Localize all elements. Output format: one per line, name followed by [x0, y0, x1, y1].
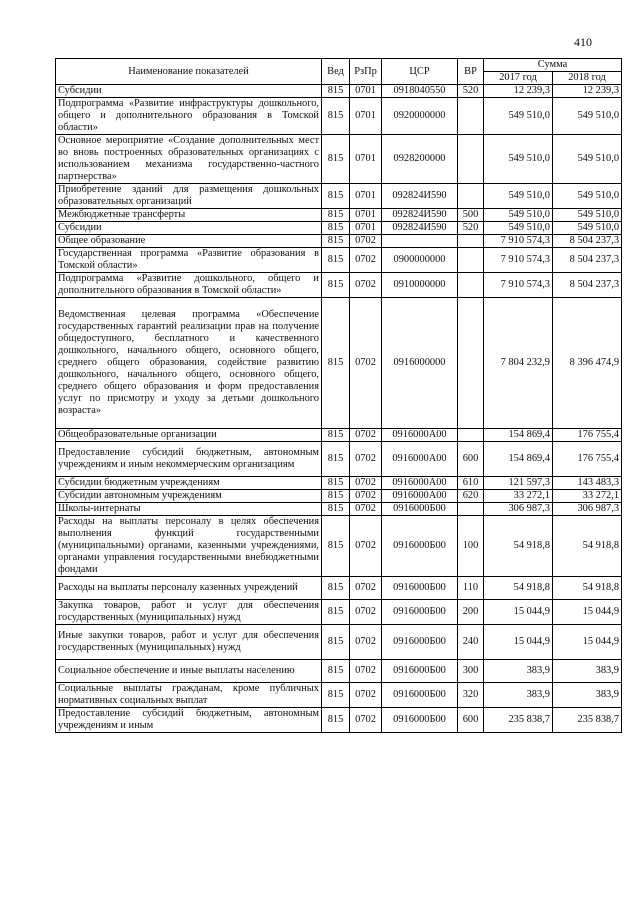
row-sum-2017-cell: 383,9	[484, 660, 553, 683]
row-rzpr-cell: 0702	[350, 490, 382, 503]
row-sum-2018-cell: 8 504 237,3	[553, 273, 622, 298]
table-row	[56, 135, 622, 184]
row-ved-cell: 815	[322, 660, 350, 683]
table-row	[56, 477, 622, 490]
header-year-2017: 2017 год	[484, 72, 553, 85]
row-csr-cell: 0916000Б00	[382, 683, 458, 708]
row-ved-cell: 815	[322, 490, 350, 503]
table-row	[56, 600, 622, 625]
row-sum-2017-cell: 7 910 574,3	[484, 273, 553, 298]
row-csr-cell: 0916000А00	[382, 442, 458, 477]
row-csr-cell: 0916000000	[382, 298, 458, 429]
row-csr-cell: 0916000А00	[382, 490, 458, 503]
row-rzpr-cell: 0702	[350, 625, 382, 660]
row-sum-2018-cell: 176 755,4	[553, 429, 622, 442]
table-row	[56, 708, 622, 733]
table-row	[56, 235, 622, 248]
row-rzpr-cell: 0701	[350, 184, 382, 209]
row-vr-cell	[458, 273, 484, 298]
row-name-cell: Подпрограмма «Развитие инфраструктуры дошкольного, общего и дополнительного образования в Томской области»	[56, 98, 322, 135]
row-rzpr-cell: 0702	[350, 503, 382, 516]
row-rzpr-cell: 0702	[350, 298, 382, 429]
row-csr-cell: 0920000000	[382, 98, 458, 135]
row-ved-cell: 815	[322, 503, 350, 516]
header-rzpr: РзПр	[350, 59, 382, 85]
row-name-cell: Государственная программа «Развитие образования в Томской области»	[56, 248, 322, 273]
row-rzpr-cell: 0701	[350, 135, 382, 184]
table-row	[56, 273, 622, 298]
table-row	[56, 222, 622, 235]
row-vr-cell: 300	[458, 660, 484, 683]
row-sum-2017-cell: 7 804 232,9	[484, 298, 553, 429]
row-sum-2017-cell: 235 838,7	[484, 708, 553, 733]
row-rzpr-cell: 0702	[350, 516, 382, 577]
row-name-cell: Общеобразовательные организации	[56, 429, 322, 442]
row-sum-2017-cell: 306 987,3	[484, 503, 553, 516]
row-sum-2018-cell: 33 272,1	[553, 490, 622, 503]
row-vr-cell: 600	[458, 442, 484, 477]
row-vr-cell: 100	[458, 516, 484, 577]
row-ved-cell: 815	[322, 708, 350, 733]
row-name-cell: Предоставление субсидий бюджетным, автономным учреждениям и иным	[56, 708, 322, 733]
row-sum-2018-cell: 15 044,9	[553, 600, 622, 625]
row-vr-cell	[458, 98, 484, 135]
row-sum-2018-cell: 54 918,8	[553, 516, 622, 577]
row-sum-2017-cell: 7 910 574,3	[484, 248, 553, 273]
row-vr-cell	[458, 235, 484, 248]
row-rzpr-cell: 0702	[350, 442, 382, 477]
row-vr-cell: 320	[458, 683, 484, 708]
row-ved-cell: 815	[322, 577, 350, 600]
row-rzpr-cell: 0702	[350, 577, 382, 600]
row-name-cell: Расходы на выплаты персоналу казенных учреждений	[56, 577, 322, 600]
row-sum-2017-cell: 54 918,8	[484, 577, 553, 600]
table-header-row	[56, 59, 622, 72]
row-csr-cell: 0916000Б00	[382, 660, 458, 683]
row-sum-2018-cell: 8 504 237,3	[553, 235, 622, 248]
row-sum-2017-cell: 549 510,0	[484, 135, 553, 184]
row-sum-2017-cell: 54 918,8	[484, 516, 553, 577]
row-name-cell: Иные закупки товаров, работ и услуг для обеспечения государственных (муниципальных) нужд	[56, 625, 322, 660]
row-name-cell: Предоставление субсидий бюджетным, автономным учреждениям и иным некоммерческим организациям	[56, 442, 322, 477]
row-name-cell: Межбюджетные трансферты	[56, 209, 322, 222]
row-name-cell: Социальное обеспечение и иные выплаты населению	[56, 660, 322, 683]
row-vr-cell	[458, 503, 484, 516]
table-row	[56, 683, 622, 708]
row-ved-cell: 815	[322, 298, 350, 429]
row-rzpr-cell: 0702	[350, 248, 382, 273]
header-ved: Вед	[322, 59, 350, 85]
row-ved-cell: 815	[322, 477, 350, 490]
row-sum-2017-cell: 15 044,9	[484, 600, 553, 625]
row-vr-cell	[458, 248, 484, 273]
row-rzpr-cell: 0701	[350, 85, 382, 98]
row-vr-cell	[458, 429, 484, 442]
row-sum-2017-cell: 549 510,0	[484, 184, 553, 209]
row-ved-cell: 815	[322, 248, 350, 273]
table-row	[56, 490, 622, 503]
row-vr-cell: 610	[458, 477, 484, 490]
row-ved-cell: 815	[322, 135, 350, 184]
row-sum-2017-cell: 154 869,4	[484, 442, 553, 477]
row-ved-cell: 815	[322, 273, 350, 298]
row-sum-2018-cell: 549 510,0	[553, 222, 622, 235]
row-csr-cell: 0916000Б00	[382, 577, 458, 600]
row-sum-2017-cell: 121 597,3	[484, 477, 553, 490]
row-ved-cell: 815	[322, 600, 350, 625]
row-sum-2018-cell: 549 510,0	[553, 184, 622, 209]
row-sum-2018-cell: 8 396 474,9	[553, 298, 622, 429]
row-rzpr-cell: 0701	[350, 222, 382, 235]
row-sum-2018-cell: 383,9	[553, 683, 622, 708]
row-sum-2018-cell: 549 510,0	[553, 209, 622, 222]
row-csr-cell: 0928200000	[382, 135, 458, 184]
row-sum-2017-cell: 549 510,0	[484, 222, 553, 235]
row-csr-cell: 0916000А00	[382, 429, 458, 442]
row-ved-cell: 815	[322, 683, 350, 708]
row-vr-cell: 200	[458, 600, 484, 625]
row-sum-2018-cell: 549 510,0	[553, 98, 622, 135]
row-ved-cell: 815	[322, 442, 350, 477]
row-csr-cell: 092824И590	[382, 184, 458, 209]
table-row	[56, 503, 622, 516]
row-sum-2017-cell: 7 910 574,3	[484, 235, 553, 248]
row-vr-cell	[458, 135, 484, 184]
row-vr-cell: 520	[458, 85, 484, 98]
header-name: Наименование показателей	[56, 59, 322, 85]
row-ved-cell: 815	[322, 625, 350, 660]
row-vr-cell: 520	[458, 222, 484, 235]
row-name-cell: Приобретение зданий для размещения дошкольных образовательных организаций	[56, 184, 322, 209]
row-csr-cell: 092824И590	[382, 209, 458, 222]
row-vr-cell: 620	[458, 490, 484, 503]
row-sum-2018-cell: 15 044,9	[553, 625, 622, 660]
row-csr-cell: 0916000Б00	[382, 600, 458, 625]
row-vr-cell: 240	[458, 625, 484, 660]
table-row	[56, 516, 622, 577]
row-sum-2018-cell: 549 510,0	[553, 135, 622, 184]
row-ved-cell: 815	[322, 209, 350, 222]
row-name-cell: Общее образование	[56, 235, 322, 248]
row-sum-2018-cell: 12 239,3	[553, 85, 622, 98]
row-sum-2017-cell: 33 272,1	[484, 490, 553, 503]
table-row	[56, 660, 622, 683]
row-sum-2017-cell: 15 044,9	[484, 625, 553, 660]
row-rzpr-cell: 0702	[350, 600, 382, 625]
row-name-cell: Субсидии бюджетным учреждениям	[56, 477, 322, 490]
table-row	[56, 209, 622, 222]
row-name-cell: Субсидии автономным учреждениям	[56, 490, 322, 503]
row-csr-cell	[382, 235, 458, 248]
row-name-cell: Ведомственная целевая программа «Обеспечение государственных гарантий реализации прав на получение общедоступного, бесплатного и качественного дошкольного, начального общего, основного общего, среднего общего образования, содействие развитию дошкольного, начального общего, основного общего, среднего общего образования и форм предоставления услуг по присмотру и уходу за детьми дошкольного возраста»	[56, 298, 322, 429]
row-csr-cell: 0900000000	[382, 248, 458, 273]
row-csr-cell: 092824И590	[382, 222, 458, 235]
table-row	[56, 577, 622, 600]
row-rzpr-cell: 0702	[350, 273, 382, 298]
row-rzpr-cell: 0702	[350, 660, 382, 683]
row-csr-cell: 0916000Б00	[382, 503, 458, 516]
row-ved-cell: 815	[322, 222, 350, 235]
row-sum-2018-cell: 383,9	[553, 660, 622, 683]
row-vr-cell: 600	[458, 708, 484, 733]
row-ved-cell: 815	[322, 516, 350, 577]
row-csr-cell: 0916000Б00	[382, 516, 458, 577]
table-row	[56, 184, 622, 209]
row-sum-2018-cell: 176 755,4	[553, 442, 622, 477]
row-name-cell: Школы-интернаты	[56, 503, 322, 516]
row-ved-cell: 815	[322, 184, 350, 209]
row-rzpr-cell: 0702	[350, 683, 382, 708]
table-row	[56, 442, 622, 477]
row-name-cell: Субсидии	[56, 222, 322, 235]
row-name-cell: Основное мероприятие «Создание дополнительных мест во вновь построенных образовательных организациях с использованием механизма государственно-частного партнерства»	[56, 135, 322, 184]
row-csr-cell: 0916000Б00	[382, 708, 458, 733]
row-csr-cell: 0916000Б00	[382, 625, 458, 660]
row-vr-cell: 110	[458, 577, 484, 600]
row-rzpr-cell: 0702	[350, 708, 382, 733]
row-rzpr-cell: 0702	[350, 429, 382, 442]
row-csr-cell: 0918040550	[382, 85, 458, 98]
header-vr: ВР	[458, 59, 484, 85]
row-rzpr-cell: 0701	[350, 209, 382, 222]
table-row	[56, 429, 622, 442]
row-sum-2017-cell: 12 239,3	[484, 85, 553, 98]
row-name-cell: Субсидии	[56, 85, 322, 98]
row-ved-cell: 815	[322, 235, 350, 248]
row-sum-2018-cell: 8 504 237,3	[553, 248, 622, 273]
row-name-cell: Социальные выплаты гражданам, кроме публичных нормативных социальных выплат	[56, 683, 322, 708]
row-vr-cell	[458, 298, 484, 429]
row-ved-cell: 815	[322, 429, 350, 442]
table-row	[56, 98, 622, 135]
row-vr-cell: 500	[458, 209, 484, 222]
row-sum-2017-cell: 549 510,0	[484, 209, 553, 222]
row-name-cell: Закупка товаров, работ и услуг для обеспечения государственных (муниципальных) нужд	[56, 600, 322, 625]
row-rzpr-cell: 0701	[350, 98, 382, 135]
table-row	[56, 625, 622, 660]
page-number: 410	[574, 35, 592, 49]
row-vr-cell	[458, 184, 484, 209]
row-csr-cell: 0910000000	[382, 273, 458, 298]
row-sum-2017-cell: 383,9	[484, 683, 553, 708]
table-row	[56, 85, 622, 98]
row-sum-2017-cell: 154 869,4	[484, 429, 553, 442]
row-sum-2018-cell: 54 918,8	[553, 577, 622, 600]
row-rzpr-cell: 0702	[350, 477, 382, 490]
header-csr: ЦСР	[382, 59, 458, 85]
header-year-2018: 2018 год	[553, 72, 622, 85]
row-name-cell: Подпрограмма «Развитие дошкольного, общего и дополнительного образования в Томской области»	[56, 273, 322, 298]
row-csr-cell: 0916000А00	[382, 477, 458, 490]
row-sum-2018-cell: 306 987,3	[553, 503, 622, 516]
row-ved-cell: 815	[322, 98, 350, 135]
row-ved-cell: 815	[322, 85, 350, 98]
row-sum-2018-cell: 143 483,3	[553, 477, 622, 490]
row-sum-2018-cell: 235 838,7	[553, 708, 622, 733]
table-row	[56, 248, 622, 273]
budget-table	[55, 58, 622, 733]
row-name-cell: Расходы на выплаты персоналу в целях обеспечения выполнения функций государственными (муниципальными) органами, казенными учреждениями, органами управления государственными внебюджетными фондами	[56, 516, 322, 577]
row-rzpr-cell: 0702	[350, 235, 382, 248]
table-body	[56, 85, 622, 733]
header-sum: Сумма	[484, 59, 622, 72]
table-row	[56, 298, 622, 429]
row-sum-2017-cell: 549 510,0	[484, 98, 553, 135]
